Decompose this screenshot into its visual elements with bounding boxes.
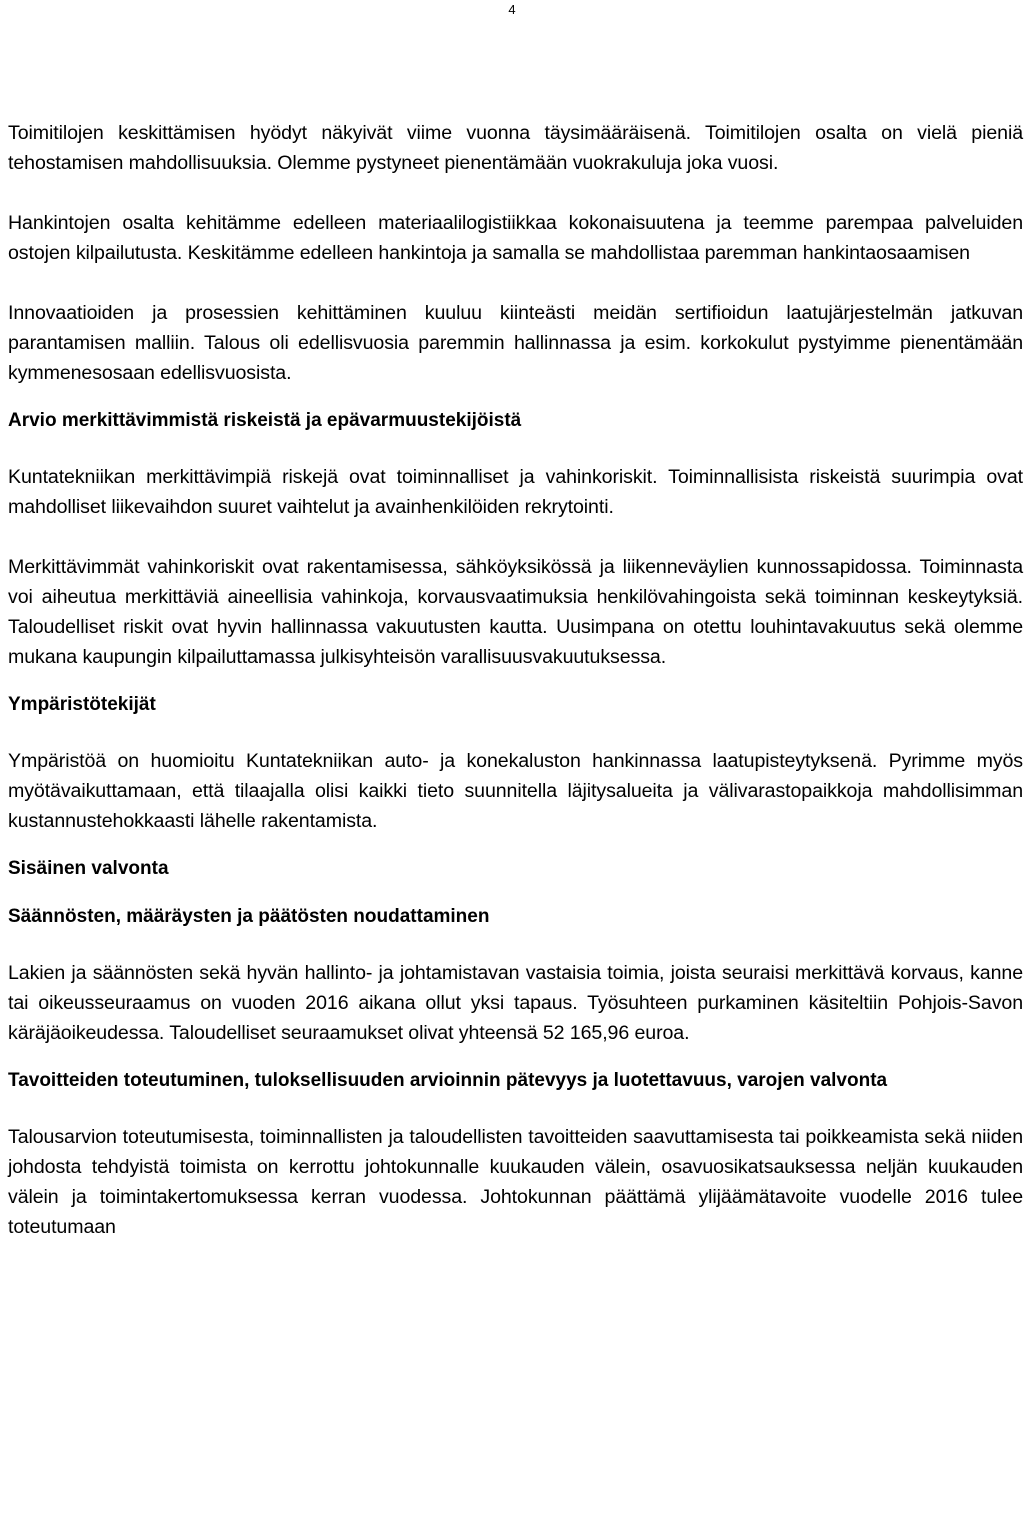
paragraph-objectives: Talousarvion toteutumisesta, toiminnallisten ja taloudellisten tavoitteiden saavuttamisesta tai poikkeamista sekä niiden johdosta tehdyistä toimista on kerrottu johtokunnalle kuukauden välein, osavuosikatsauksessa neljän kuukauden välein ja toimintakertomuksessa kerran vuodessa. Johtokunnan päättämä ylijäämätavoite vuodelle 2016 tulee toteutumaan — [8, 1126, 1023, 1238]
heading-environment: Ympäristötekijät — [8, 694, 156, 715]
paragraph-main-risks: Kuntatekniikan merkittävimpiä riskejä ovat toiminnalliset ja vahinkoriskit. Toiminnallisista riskeistä suurimpia ovat mahdolliset liikevaihdon suuret vaihtelut ja avainhenkilöiden rekrytointi. — [8, 466, 1023, 518]
paragraph-premises: Toimitilojen keskittämisen hyödyt näkyivät viime vuonna täysimääräisenä. Toimitilojen osalta on vielä pieniä tehostamisen mahdollisuuksia. Olemme pystyneet pienentämään vuokrakuluja joka vuosi. — [8, 122, 1023, 174]
heading-objectives: Tavoitteiden toteutuminen, tuloksellisuuden arvioinnin pätevyys ja luotettavuus, varojen valvonta — [8, 1070, 888, 1091]
paragraph-innovation: Innovaatioiden ja prosessien kehittäminen kuuluu kiinteästi meidän sertifioidun laatujärjestelmän jatkuvan parantamisen malliin. Talous oli edellisvuosia paremmin hallinnassa ja esim. korkokulut pystyimme pienentämään kymmenesosaan edellisvuosista. — [8, 302, 1023, 384]
document-body — [8, 118, 1023, 1242]
paragraph-compliance: Lakien ja säännösten sekä hyvän hallinto- ja johtamistavan vastaisia toimia, joista seuraisi merkittävä korvaus, kanne tai oikeusseuraamus on vuoden 2016 aikana ollut yksi tapaus. Työsuhteen purkaminen käsiteltiin Pohjois-Savon käräjäoikeudessa. Taloudelliset seuraamukset olivat yhteensä 52 165,96 euroa. — [8, 962, 1023, 1044]
paragraph-damage-risks: Merkittävimmät vahinkoriskit ovat rakentamisessa, sähköyksikössä ja liikenneväylien kunnossapidossa. Toiminnasta voi aiheutua merkittäviä aineellisia vahinkoja, korvausvaatimuksia henkilövahingoista sekä toiminnan keskeytyksiä. Taloudelliset riskit ovat hyvin hallinnassa vakuutusten kautta. Uusimpana on otettu louhintavakuutus sekä olemme mukana kaupungin kilpailuttamassa julkisyhteisön varallisuusvakuutuksessa. — [8, 556, 1023, 668]
heading-risks: Arvio merkittävimmistä riskeistä ja epävarmuustekijöistä — [8, 410, 522, 431]
paragraph-environment: Ympäristöä on huomioitu Kuntatekniikan auto- ja konekaluston hankinnassa laatupisteytyksenä. Pyrimme myös myötävaikuttamaan, että tilaajalla olisi kaikki tieto suunnitella läjitysalueita ja välivarastopaikkoja mahdollisimman kustannustehokkaasti lähelle rakentamista. — [8, 750, 1023, 832]
heading-compliance: Säännösten, määräysten ja päätösten noudattaminen — [8, 906, 490, 927]
page-number: 4 — [508, 2, 516, 17]
paragraph-procurement: Hankintojen osalta kehitämme edelleen materiaalilogistiikkaa kokonaisuutena ja teemme parempaa palveluiden ostojen kilpailutusta. Keskitämme edelleen hankintoja ja samalla se mahdollistaa paremman hankintaosaamisen — [8, 212, 1023, 264]
heading-internal-control: Sisäinen valvonta — [8, 858, 169, 879]
